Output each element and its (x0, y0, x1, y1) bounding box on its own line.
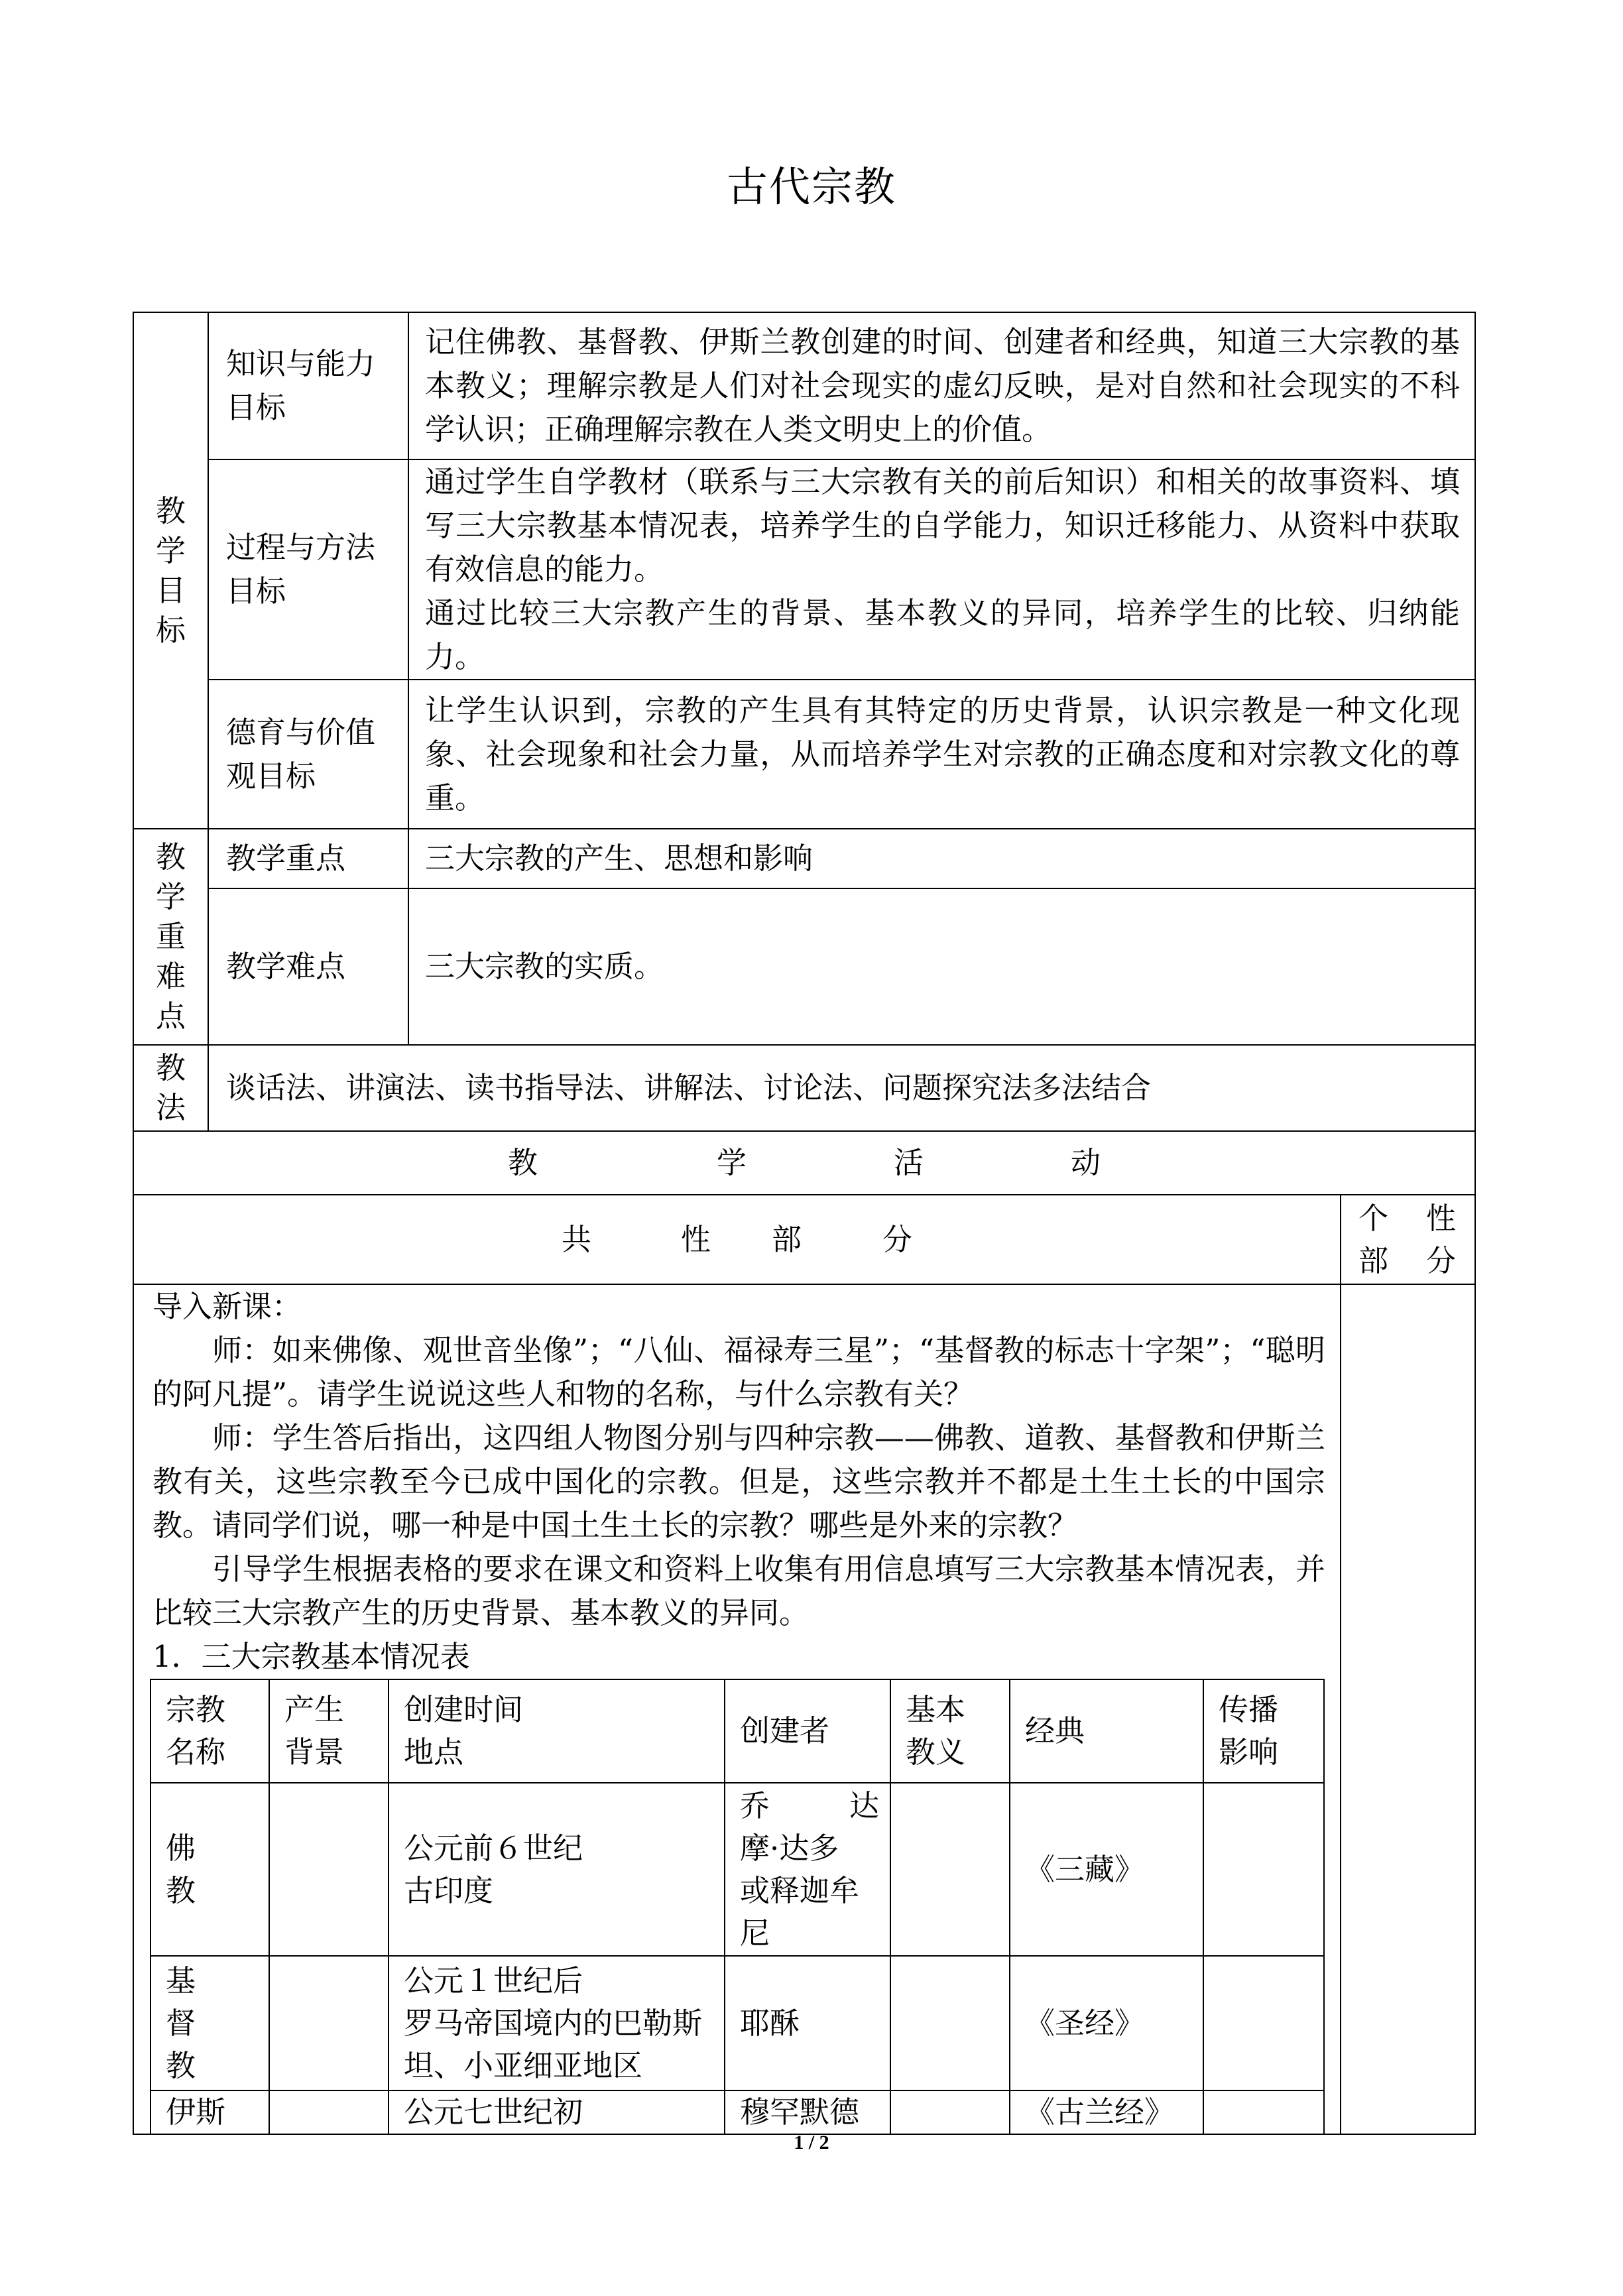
objective-text-knowledge: 记住佛教、基督教、伊斯兰教创建的时间、创建者和经典，知道三大宗教的基本教义；理解宗教是人们对社会现实的虚幻反映，是对自然和社会现实的不科学认识；正确理解宗教在人类文明史上的价值。 (408, 312, 1475, 459)
objective-label-values: 德育与价值观目标 (208, 680, 408, 829)
objective-text-process: 通过学生自学教材（联系与三大宗教有关的前后知识）和相关的故事资料、填写三大宗教基本情况表，培养学生的自学能力，知识迁移能力、从资料中获取有效信息的能力。 通过比较三大宗教产生的背景、基本教义的异同，培养学生的比较、归纳能力。 (408, 459, 1475, 680)
religion-scripture: 《三藏》 (1010, 1783, 1203, 1956)
objective-row-values (133, 680, 1475, 829)
objective-label-knowledge: 知识与能力目标 (208, 312, 408, 459)
objective-text-values: 让学生认识到，宗教的产生具有其特定的历史背景，认识宗教是一种文化现象、社会现象和社会力量，从而培养学生对宗教的正确态度和对宗教文化的尊重。 (408, 680, 1475, 829)
religion-time-place: 公元七世纪初 (389, 2090, 725, 2134)
religion-founder: 乔 达 摩·达多 或释迦牟 尼 (725, 1783, 890, 1956)
religion-table-title: 1．三大宗教基本情况表 (152, 1639, 470, 1674)
religion-doctrine (890, 2090, 1010, 2134)
religion-name: 佛 教 (150, 1783, 269, 1956)
religion-row-buddhism (150, 1783, 1324, 1956)
objective-label-process: 过程与方法目标 (208, 459, 408, 680)
objectives-group-label: 教 学 目 标 (133, 312, 208, 829)
key-point-row-difficulty (133, 888, 1475, 1045)
header-name: 宗教 名称 (150, 1679, 269, 1783)
intro-title: 导入新课： (152, 1289, 302, 1324)
header-scripture: 经典 (1010, 1679, 1203, 1783)
religion-scripture: 《圣经》 (1010, 1956, 1203, 2090)
religion-time-place: 公元前６世纪 古印度 (389, 1783, 725, 1956)
religion-name: 基 督 教 (150, 1956, 269, 2090)
religion-background (269, 2090, 389, 2134)
method-row (133, 1045, 1475, 1131)
lesson-body-row (133, 1284, 1475, 2134)
key-points-group-label: 教 学 重 难 点 (133, 829, 208, 1045)
objective-row-process (133, 459, 1475, 680)
header-founder: 创建者 (725, 1679, 890, 1783)
religion-table (150, 1679, 1325, 2135)
page-number: 1 / 2 (794, 2132, 829, 2153)
key-point-row-focus (133, 829, 1475, 888)
lesson-plan-table (133, 312, 1476, 2135)
focus-text: 三大宗教的产生、思想和影响 (408, 829, 1475, 888)
lesson-paragraph-2: 师：学生答后指出，这四组人物图分别与四种宗教——佛教、道教、基督教和伊斯兰教有关，这些宗教至今已成中国化的宗教。但是，这些宗教并不都是土生土长的中国宗教。请同学们说，哪一种是中国土生土长的宗教？哪些是外来的宗教？ (152, 1420, 1325, 1543)
objective-row-knowledge (133, 312, 1475, 459)
religion-influence (1203, 1956, 1324, 2090)
difficulty-text: 三大宗教的实质。 (408, 888, 1475, 1045)
individual-part-body (1341, 1284, 1475, 2134)
religion-name: 伊斯 (150, 2090, 269, 2134)
header-doctrine: 基本 教义 (890, 1679, 1010, 1783)
common-part-header: 共 性 部 分 (133, 1195, 1341, 1284)
religion-scripture: 《古兰经》 (1010, 2090, 1203, 2134)
religion-row-islam (150, 2090, 1324, 2134)
lesson-paragraph-3: 引导学生根据表格的要求在课文和资料上收集有用信息填写三大宗教基本情况表，并比较三大宗教产生的历史背景、基本教义的异同。 (152, 1551, 1325, 1630)
religion-influence (1203, 1783, 1324, 1956)
header-influence: 传播 影响 (1203, 1679, 1324, 1783)
religion-influence (1203, 2090, 1324, 2134)
individual-part-header: 个 性 部 分 (1341, 1195, 1475, 1284)
religion-doctrine (890, 1783, 1010, 1956)
method-label: 教 法 (133, 1045, 208, 1131)
religion-time-place: 公元１世纪后 罗马帝国境内的巴勒斯坦、小亚细亚地区 (389, 1956, 725, 2090)
religion-founder: 耶酥 (725, 1956, 890, 2090)
header-background: 产生 背景 (269, 1679, 389, 1783)
religion-row-christianity (150, 1956, 1324, 2090)
difficulty-label: 教学难点 (208, 888, 408, 1045)
activities-header-row (133, 1131, 1475, 1195)
religion-table-header (150, 1679, 1324, 1783)
header-time-place: 创建时间 地点 (389, 1679, 725, 1783)
lesson-body (133, 1284, 1341, 2134)
page-title: 古代宗教 (726, 162, 896, 211)
lesson-paragraph-1: 师：如来佛像、观世音坐像”；“八仙、福禄寿三星”；“基督教的标志十字架”；“聪明的阿凡提”。请学生说说这些人和物的名称，与什么宗教有关？ (152, 1333, 1325, 1412)
religion-background (269, 1783, 389, 1956)
section-header-row (133, 1195, 1475, 1284)
activities-header: 教 学 活 动 (133, 1131, 1475, 1195)
religion-background (269, 1956, 389, 2090)
religion-founder: 穆罕默德 (725, 2090, 890, 2134)
focus-label: 教学重点 (208, 829, 408, 888)
religion-doctrine (890, 1956, 1010, 2090)
method-text: 谈话法、讲演法、读书指导法、讲解法、讨论法、问题探究法多法结合 (208, 1045, 1475, 1131)
